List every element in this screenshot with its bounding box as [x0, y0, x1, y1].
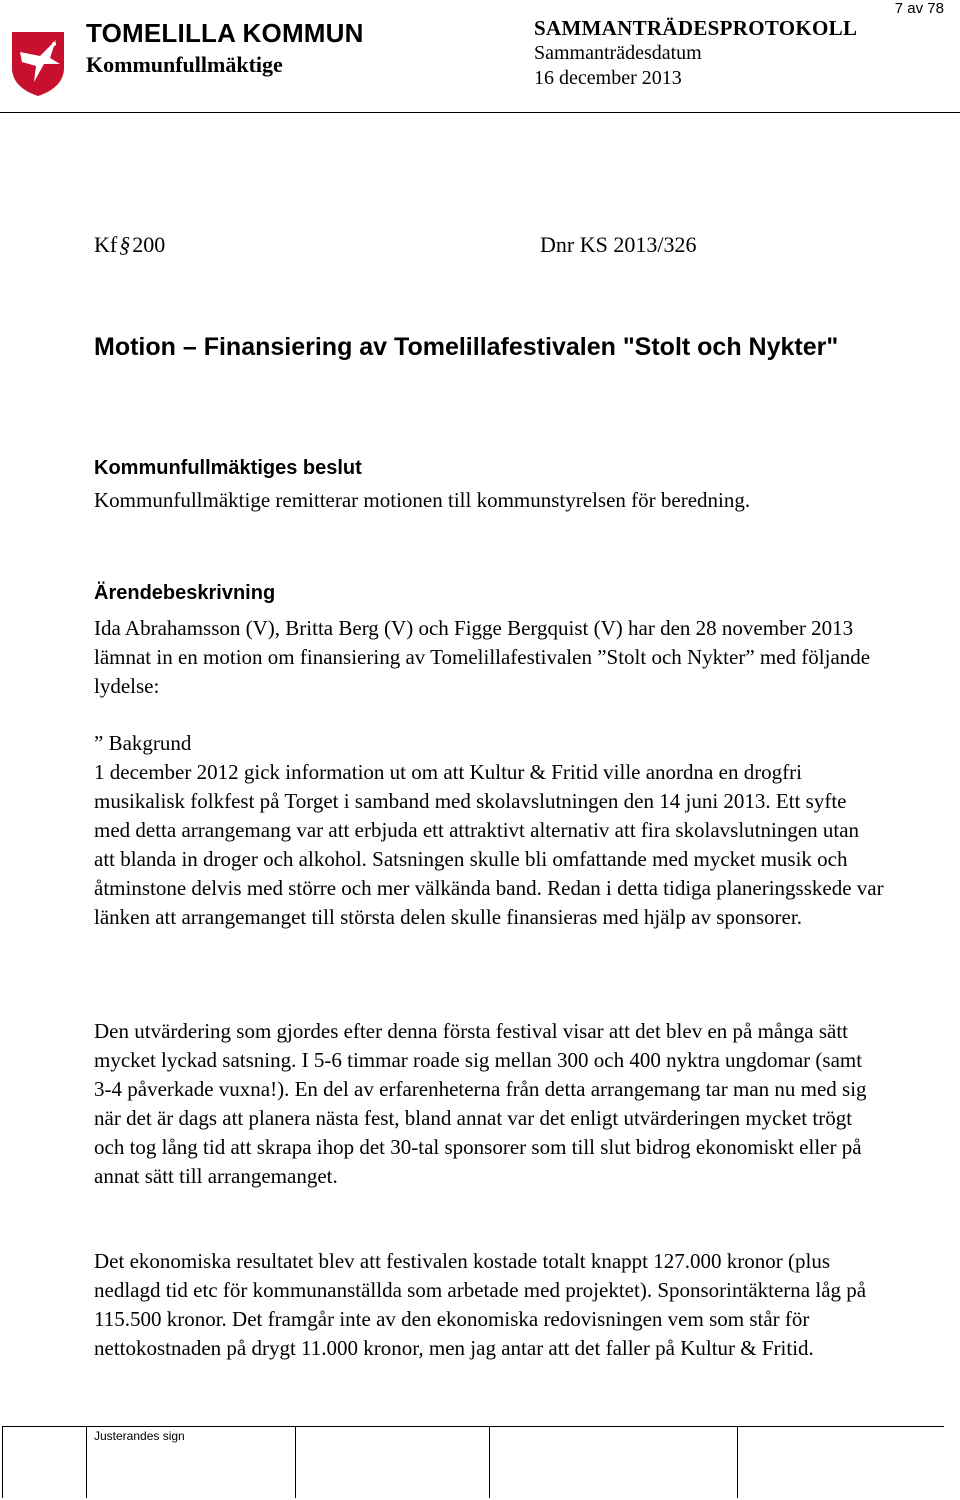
decision-heading: Kommunfullmäktiges beslut — [94, 457, 362, 479]
description-intro: Ida Abrahamsson (V), Britta Berg (V) och Figge Bergquist (V) har den 28 november 2013 lämnat in en motion om finansiering av Tomelillafestivalen ”Stolt och Nykter” med följande lydelse: — [94, 616, 871, 698]
municipality-name: TOMELILLA KOMMUN — [86, 18, 364, 48]
signature-cell-divider — [295, 1426, 296, 1498]
body-name: Kommunfullmäktige — [86, 52, 283, 77]
case-number-value: 200 — [132, 232, 166, 257]
case-prefix: Kf — [94, 232, 118, 257]
background-text: 1 december 2012 gick information ut om att Kultur & Fritid ville anordna en drogfri musikalisk folkfest på Torget i samband med skolavslutningen den 14 juni 2013. Ett syfte med detta arrangemang var att erbjuda ett attraktivt alternativ att fira skolavslutningen utan att blanda in droger och alkohol. Satsningen skulle bli omfattande med mycket musik och åtminstone delvis med större och mer välkända band. Redan i detta tidiga planeringsskede var länken att arrangemanget till största delen skulle finansieras med hjälp av sponsorer. — [94, 760, 884, 929]
meeting-date: 16 december 2013 — [534, 67, 682, 89]
page-title: Motion – Finansiering av Tomelillafestivalen "Stolt och Nykter" — [94, 333, 839, 361]
background-label: ” Bakgrund — [94, 731, 192, 755]
header-divider — [0, 112, 960, 113]
decision-text: Kommunfullmäktige remitterar motionen till kommunstyrelsen för beredning. — [94, 488, 751, 512]
description-heading: Ärendebeskrivning — [94, 582, 276, 604]
section-symbol: § — [119, 232, 131, 257]
signature-cell-divider — [737, 1426, 738, 1498]
registration-number: Dnr KS 2013/326 — [540, 232, 697, 257]
coat-of-arms-graphic — [10, 30, 66, 98]
signature-cell-divider — [489, 1426, 490, 1498]
background-section — [94, 729, 884, 932]
signature-cell-divider — [86, 1426, 87, 1498]
case-number — [94, 232, 165, 258]
page-number: 7 av 78 — [894, 0, 944, 17]
tomelilla-coat-of-arms-icon — [10, 30, 66, 98]
economy-paragraph: Det ekonomiska resultatet blev att festivalen kostade totalt knappt 127.000 kronor (plus nedlagd tid etc för kommunanställda som arbetade med projektet). Sponsorintäkterna låg på 115.500 kronor. Det framgår inte av den ekonomiska redovisningen vem som står för nettokostnaden på drygt 11.000 kronor, men jag antar att det faller på Kultur & Fritid. — [94, 1249, 867, 1360]
meeting-date-label: Sammanträdesdatum — [534, 42, 702, 64]
signature-label: Justerandes sign — [94, 1429, 185, 1443]
evaluation-paragraph: Den utvärdering som gjordes efter denna första festival visar att det blev en på många sätt mycket lyckad satsning. I 5-6 timmar roade sig mellan 300 och 400 nyktra ungdomar (samt 3-4 påverkade vuxna!). En del av erfarenheterna från detta arrangemang tar man nu med sig när det är dags att planera nästa fest, bland annat var det enligt utvärderingen mycket trögt och tog lång tid att skrapa ihop det 30-tal sponsorer som till slut bidrog ekonomiskt eller på annat sätt till arrangemanget. — [94, 1019, 867, 1188]
document-type: SAMMANTRÄDESPROTOKOLL — [534, 16, 858, 40]
